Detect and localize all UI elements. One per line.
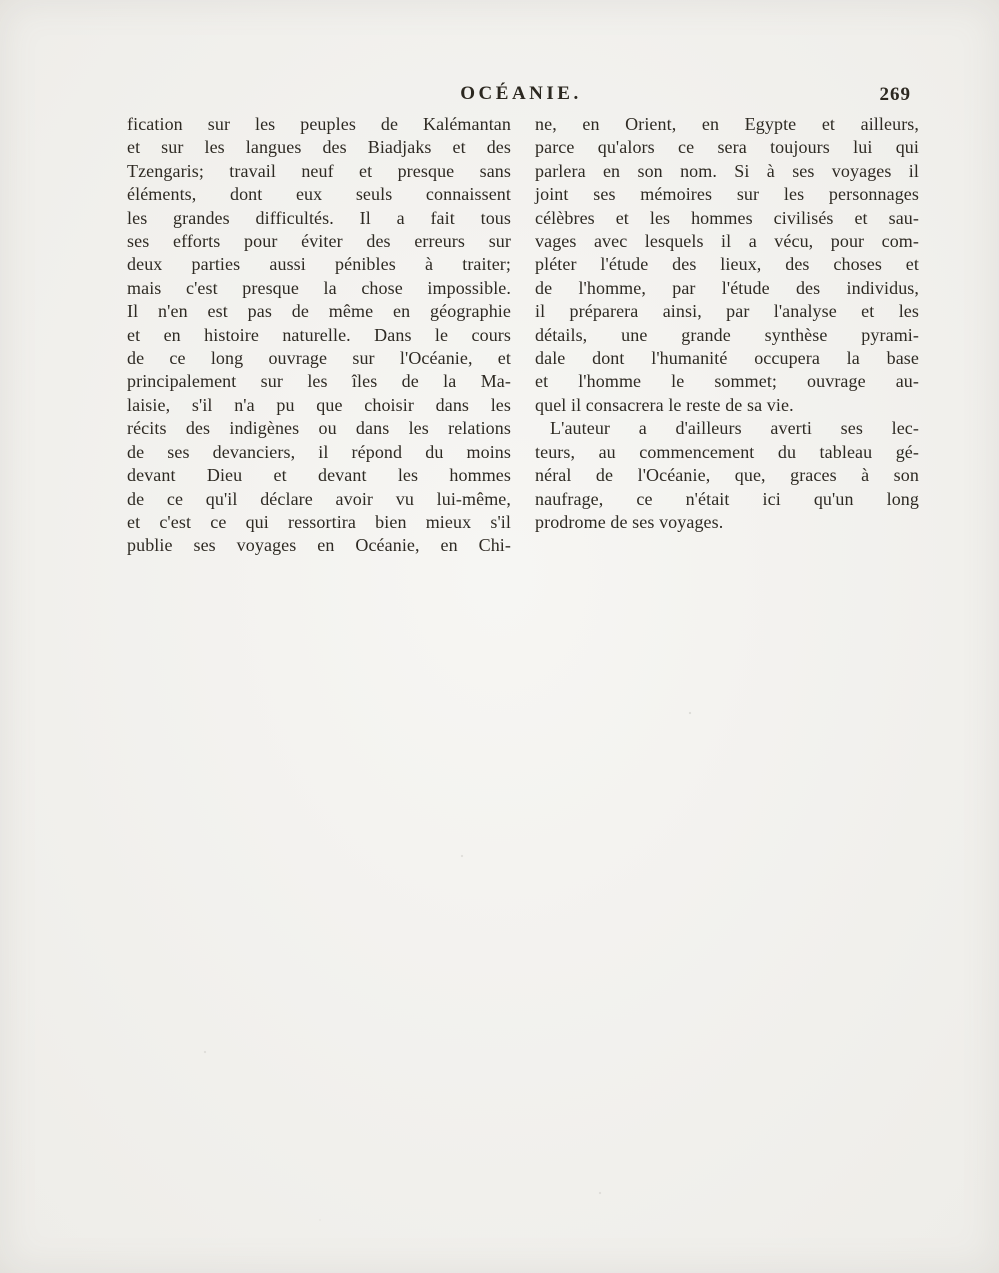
text-line: de ce long ouvrage sur l'Océanie, et [127,348,511,369]
column-left [127,113,511,558]
text-line: publie ses voyages en Océanie, en Chi- [127,535,511,556]
text-line: laisie, s'il n'a pu que choisir dans les [127,394,511,415]
text-line: Il n'en est pas de même en géographie [127,301,511,322]
paragraph [127,113,511,558]
text-line: de ses devanciers, il répond du moins [127,441,511,462]
text-line: L'auteur a d'ailleurs averti ses lec- [550,418,919,439]
text-line: et c'est ce qui ressortira bien mieux s'il [127,511,511,532]
paragraph [535,113,919,417]
text-line: deux parties aussi pénibles à traiter; [127,254,511,275]
text-line: prodrome de ses voyages. [535,511,724,532]
text-line: fication sur les peuples de Kalémantan [127,114,511,134]
text-line: mais c'est presque la chose impossible. [127,277,511,298]
text-line: quel il consacrera le reste de sa vie. [535,394,794,415]
page-number: 269 [879,84,911,105]
header-title: OCÉANIE. [460,83,582,104]
column-right [535,113,919,558]
text-line: vages avec lesquels il a vécu, pour com- [535,231,919,252]
paragraph [535,417,919,534]
text-columns [127,113,919,558]
text-line: et en histoire naturelle. Dans le cours [127,324,511,345]
text-line: parlera en son nom. Si à ses voyages il [535,160,919,181]
text-line: et l'homme le sommet; ouvrage au- [535,371,919,392]
text-line: teurs, au commencement du tableau gé- [535,441,919,462]
text-line: célèbres et les hommes civilisés et sau- [535,207,919,228]
text-line: de l'homme, par l'étude des individus, [535,277,919,298]
text-line: devant Dieu et devant les hommes [127,465,511,486]
text-line: pléter l'étude des lieux, des choses et [535,254,919,275]
text-line: Tzengaris; travail neuf et presque sans [127,160,511,181]
text-line: ne, en Orient, en Egypte et ailleurs, [535,114,919,134]
text-line: et sur les langues des Biadjaks et des [127,137,511,158]
text-line: ses efforts pour éviter des erreurs sur [127,231,511,252]
text-line: de ce qu'il déclare avoir vu lui-même, [127,488,511,509]
text-line: parce qu'alors ce sera toujours lui qui [535,137,919,158]
text-line: néral de l'Océanie, que, graces à son [535,465,919,486]
text-line: principalement sur les îles de la Ma- [127,371,511,392]
text-line: naufrage, ce n'était ici qu'un long [535,488,919,509]
text-line: dale dont l'humanité occupera la base [535,348,919,369]
text-line: éléments, dont eux seuls connaissent [127,184,511,205]
text-line: joint ses mémoires sur les personnages [535,184,919,205]
text-line: il préparera ainsi, par l'analyse et les [535,301,919,322]
text-line: récits des indigènes ou dans les relations [127,418,511,439]
page-header [127,83,915,109]
text-line: détails, une grande synthèse pyrami- [535,324,919,345]
text-line: les grandes difficultés. Il a fait tous [127,207,511,228]
